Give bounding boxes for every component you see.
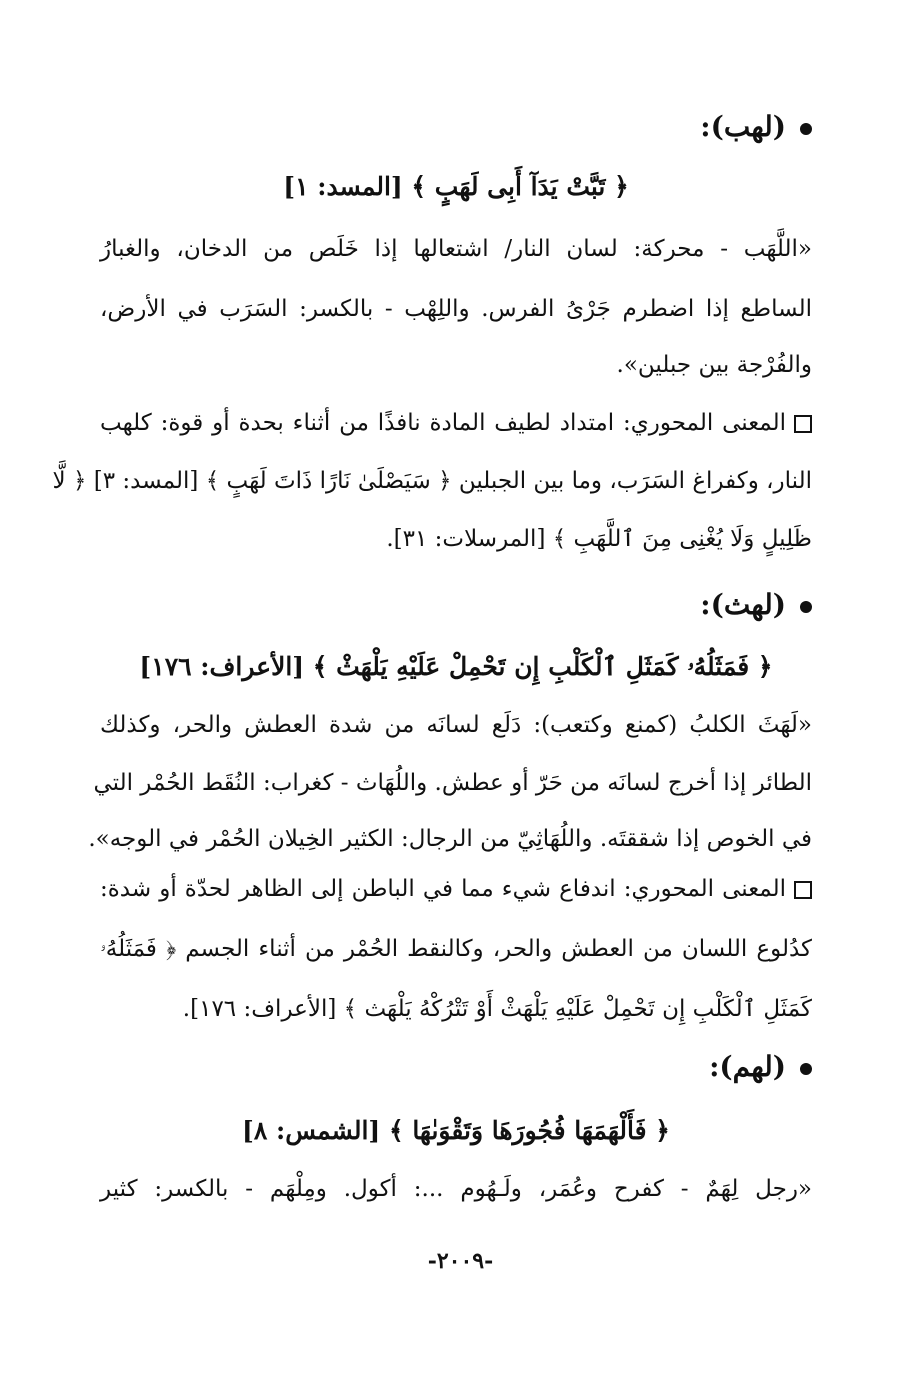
meaning-line: النار، وكفراغ السَرَب، وما بين الجبلين ﴿ سَيَصْلَىٰ نَارًا ذَاتَ لَهَبٍ ﴾ [المسد: ٣] ﴿ لَّا [52,468,812,494]
entry-label: (لهم): [709,1050,786,1083]
entry-heading-lahath [700,588,812,621]
quran-verse: ﴿ تَبَّتْ يَدَآ أَبِى لَهَبٍ ﴾ [المسد: ١] [283,172,629,201]
entry-label: (لهث): [700,588,786,621]
square-icon [794,415,812,433]
definition-line: الطائر إذا أخرج لسانَه من حَرّ أو عطش. واللُهَاث - كغراب: النُقَط الحُمْر التي [93,770,812,796]
square-icon [794,881,812,899]
bullet-icon [800,123,812,135]
definition-line: «اللَّهَب - محركة: لسان النار/ اشتعالها إذا خَلَص من الدخان، والغبارُ [100,236,812,262]
definition-line: «لَهَثَ الكلبُ (كمنع وكتعب): دَلَع لسانَه من شدة العطش والحر، وكذلك [100,712,812,738]
quran-verse: ﴿ فَمَثَلُهُۥ كَمَثَلِ ٱلْكَلْبِ إِن تَحْمِلْ عَلَيْهِ يَلْهَثْ ﴾ [الأعراف: ١٧٦] [139,652,773,681]
meaning-line: المعنى المحوري: امتداد لطيف المادة نافذًا من أثناء بحدة أو قوة: كلهب [100,408,812,438]
definition-line: والفُرْجة بين جبلين». [616,352,812,378]
meaning-line: كَمَثَلِ ٱلْكَلْبِ إِن تَحْمِلْ عَلَيْهِ يَلْهَثْ أَوْ تَتْرُكْهُ يَلْهَث ﴾ [الأعراف: ١٧٦]. [182,996,812,1022]
entry-heading-laham [709,1050,812,1083]
bullet-icon [800,1063,812,1075]
definition-line: الساطع إذا اضطرم جَرْىُ الفرس. واللِهْب - بالكسر: السَرَب في الأرض، [100,296,812,322]
bullet-icon [800,601,812,613]
entry-label: (لهب): [700,110,786,143]
definition-line: في الخوص إذا شققتَه. واللُهَاثِيّ من الرجال: الكثير الخِيلان الحُمْر في الوجه». [88,826,812,852]
page-number: -٢٠٠٩- [427,1248,494,1274]
entry-heading-lahab [700,110,812,143]
meaning-line: المعنى المحوري: اندفاع شيء مما في الباطن إلى الظاهر لحدّة أو شدة: [100,874,812,904]
quran-verse: ﴿ فَأَلْهَمَهَا فُجُورَهَا وَتَقْوَىٰهَا ﴾ [الشمس: ٨] [242,1116,670,1145]
meaning-line: ظَلِيلٍ وَلَا يُغْنِى مِنَ ٱللَّهَبِ ﴾ [المرسلات: ٣١]. [386,526,812,552]
definition-line: «رجل لِهَمٌ - كفرح وعُمَر، ولَـهُوم ...: أكول. ومِلْهَم - بالكسر: كثير [100,1176,812,1202]
meaning-line: كدُلوع اللسان من العطش والحر، وكالنقط الحُمْر من أثناء الجسم ﴿ فَمَثَلُهُۥ [100,936,812,962]
